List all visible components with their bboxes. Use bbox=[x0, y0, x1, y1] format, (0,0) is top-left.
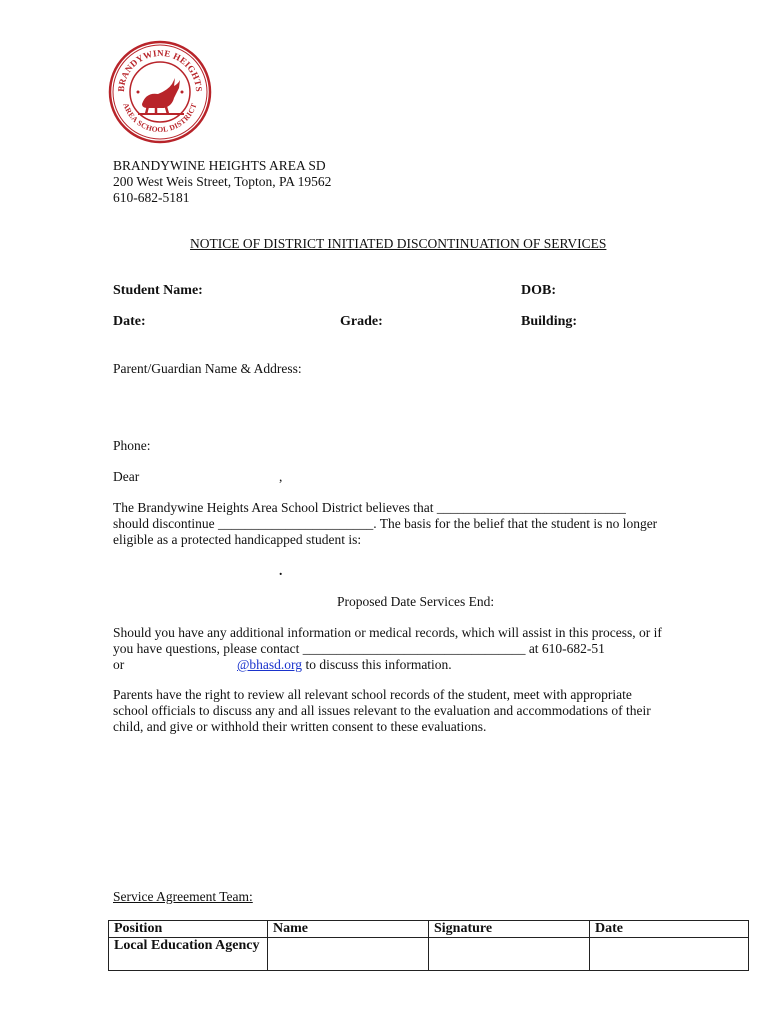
phone-label: Phone: bbox=[113, 438, 151, 453]
svg-text:AREA SCHOOL DISTRICT: AREA SCHOOL DISTRICT bbox=[121, 101, 199, 135]
para1-line3: eligible as a protected handicapped student is: bbox=[113, 532, 362, 547]
column-header-date: Date bbox=[590, 921, 749, 938]
dear-label: Dear bbox=[113, 469, 140, 484]
para3-line3: child, and give or withhold their written consent to these evaluations. bbox=[113, 719, 487, 734]
para3-line2: school officials to discuss any and all issues relevant to the evaluation and accommodations of their bbox=[113, 703, 651, 718]
para1-period: . bbox=[279, 563, 283, 578]
date-label: Date: bbox=[113, 314, 146, 329]
signature-cell[interactable] bbox=[429, 938, 590, 971]
name-cell[interactable] bbox=[268, 938, 429, 971]
student-name-label: Student Name: bbox=[113, 283, 203, 298]
building-label: Building: bbox=[521, 314, 578, 329]
table-row bbox=[109, 938, 749, 971]
district-seal-logo bbox=[108, 40, 212, 144]
para2-or: or bbox=[113, 657, 125, 672]
para3-line1: Parents have the right to review all relevant school records of the student, meet with appropriate bbox=[113, 687, 632, 702]
dob-label: DOB: bbox=[521, 283, 556, 298]
district-address: 200 West Weis Street, Topton, PA 19562 bbox=[113, 174, 332, 189]
district-phone: 610-682-5181 bbox=[113, 190, 190, 205]
para1-line1: The Brandywine Heights Area School District believes that ____________________________ bbox=[113, 500, 626, 515]
column-header-position: Position bbox=[109, 921, 268, 938]
service-agreement-table bbox=[108, 920, 749, 971]
notice-title: NOTICE OF DISTRICT INITIATED DISCONTINUATION OF SERVICES bbox=[190, 236, 607, 251]
column-header-signature: Signature bbox=[429, 921, 590, 938]
dear-comma: , bbox=[279, 469, 283, 484]
email-link[interactable]: @bhasd.org bbox=[237, 657, 303, 672]
para2-email-line bbox=[237, 657, 452, 673]
grade-label: Grade: bbox=[340, 314, 383, 329]
district-name: BRANDYWINE HEIGHTS AREA SD bbox=[113, 158, 326, 173]
table-header-row bbox=[109, 921, 749, 938]
position-cell: Local Education Agency bbox=[109, 938, 268, 971]
para2-line1: Should you have any additional information or medical records, which will assist in this process, or if bbox=[113, 625, 662, 640]
proposed-date-label: Proposed Date Services End: bbox=[337, 594, 495, 609]
para2-end: to discuss this information. bbox=[302, 657, 452, 672]
svg-text:BRANDYWINE HEIGHTS: BRANDYWINE HEIGHTS bbox=[115, 47, 205, 93]
para2-line2: you have questions, please contact _________________________________ at 610-682-51 bbox=[113, 641, 605, 656]
para1-line2: should discontinue _______________________. The basis for the belief that the student is no longer bbox=[113, 516, 658, 531]
parent-guardian-label: Parent/Guardian Name & Address: bbox=[113, 361, 302, 376]
team-heading: Service Agreement Team: bbox=[113, 889, 253, 904]
column-header-name: Name bbox=[268, 921, 429, 938]
date-cell[interactable] bbox=[590, 938, 749, 971]
